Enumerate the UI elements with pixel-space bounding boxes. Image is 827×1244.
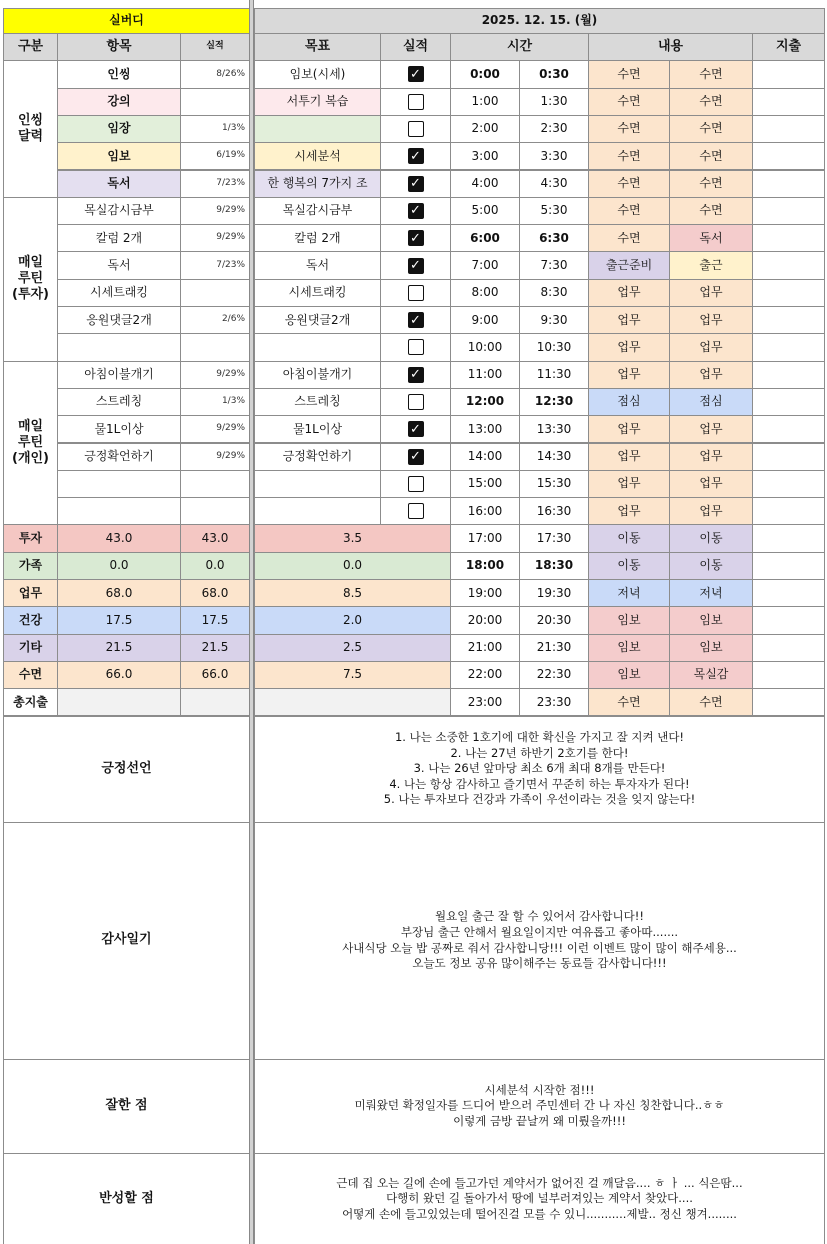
checkbox-cell[interactable] bbox=[380, 197, 451, 225]
activity-second-half: 임보 bbox=[669, 634, 753, 662]
expense-cell[interactable] bbox=[752, 524, 825, 552]
activity-first-half: 저녁 bbox=[588, 579, 670, 607]
activity-first-half: 수면 bbox=[588, 688, 670, 716]
time-start: 12:00 bbox=[450, 388, 520, 416]
activity-second-half: 이동 bbox=[669, 524, 753, 552]
checked-checkbox-icon[interactable]: ✓ bbox=[408, 176, 424, 192]
checkbox-cell[interactable] bbox=[380, 497, 451, 525]
summary-label: 가족 bbox=[3, 552, 58, 580]
expense-cell[interactable] bbox=[752, 88, 825, 116]
time-end: 23:30 bbox=[519, 688, 589, 716]
goal-text: 시세분석 bbox=[254, 142, 381, 170]
activity-first-half: 임보 bbox=[588, 634, 670, 662]
time-end: 3:30 bbox=[519, 142, 589, 170]
checkbox-cell[interactable] bbox=[380, 115, 451, 143]
expense-cell[interactable] bbox=[752, 279, 825, 307]
item-name: 응원댓글2개 bbox=[57, 306, 181, 334]
time-end: 21:30 bbox=[519, 634, 589, 662]
checkbox-cell[interactable] bbox=[380, 361, 451, 389]
unchecked-checkbox-icon[interactable] bbox=[408, 121, 424, 137]
item-name: 스트레칭 bbox=[57, 388, 181, 416]
activity-first-half: 수면 bbox=[588, 60, 670, 88]
activity-first-half: 수면 bbox=[588, 115, 670, 143]
header-goal: 목표 bbox=[254, 33, 381, 61]
goal-text bbox=[254, 497, 381, 525]
goal-text: 칼럼 2개 bbox=[254, 224, 381, 252]
goal-text: 서투기 복습 bbox=[254, 88, 381, 116]
checked-checkbox-icon[interactable]: ✓ bbox=[408, 148, 424, 164]
unchecked-checkbox-icon[interactable] bbox=[408, 339, 424, 355]
summary-value-a: 21.5 bbox=[57, 634, 181, 662]
summary-goal: 0.0 bbox=[254, 552, 451, 580]
section-label: 긍정선언 bbox=[3, 716, 250, 823]
time-start: 18:00 bbox=[450, 552, 520, 580]
section-line: 오늘도 정보 공유 많이해주는 동료들 감사합니다!!! bbox=[412, 956, 667, 971]
time-end: 7:30 bbox=[519, 251, 589, 279]
item-rate bbox=[180, 279, 250, 307]
section-line: 이렇게 금방 끝날꺼 왜 미뤘을까!!! bbox=[453, 1113, 626, 1128]
item-name: 칼럼 2개 bbox=[57, 224, 181, 252]
activity-first-half: 수면 bbox=[588, 224, 670, 252]
activity-first-half: 업무 bbox=[588, 497, 670, 525]
activity-first-half: 수면 bbox=[588, 142, 670, 170]
item-name: 시세트래킹 bbox=[57, 279, 181, 307]
time-start: 7:00 bbox=[450, 251, 520, 279]
activity-second-half: 이동 bbox=[669, 552, 753, 580]
item-rate: 9/29% bbox=[180, 443, 250, 471]
activity-second-half: 목실감 bbox=[669, 661, 753, 689]
section-body bbox=[254, 1153, 825, 1244]
time-start: 13:00 bbox=[450, 415, 520, 443]
group-label: 매일 루틴 (개인) bbox=[3, 361, 58, 526]
app-title: 실버디 bbox=[3, 8, 250, 34]
activity-second-half: 점심 bbox=[669, 388, 753, 416]
activity-second-half: 업무 bbox=[669, 470, 753, 498]
time-end: 13:30 bbox=[519, 415, 589, 443]
time-end: 11:30 bbox=[519, 361, 589, 389]
expense-cell[interactable] bbox=[752, 142, 825, 170]
time-start: 9:00 bbox=[450, 306, 520, 334]
time-end: 1:30 bbox=[519, 88, 589, 116]
checkbox-cell[interactable] bbox=[380, 170, 451, 198]
checkbox-cell[interactable] bbox=[380, 388, 451, 416]
expense-cell[interactable] bbox=[752, 443, 825, 471]
time-end: 6:30 bbox=[519, 224, 589, 252]
checkbox-cell[interactable] bbox=[380, 142, 451, 170]
expense-cell[interactable] bbox=[752, 333, 825, 361]
expense-cell[interactable] bbox=[752, 197, 825, 225]
activity-second-half: 업무 bbox=[669, 443, 753, 471]
activity-first-half: 업무 bbox=[588, 333, 670, 361]
activity-first-half: 업무 bbox=[588, 415, 670, 443]
item-name: 인씽 bbox=[57, 60, 181, 88]
summary-label: 수면 bbox=[3, 661, 58, 689]
time-start: 8:00 bbox=[450, 279, 520, 307]
time-start: 14:00 bbox=[450, 443, 520, 471]
activity-second-half: 수면 bbox=[669, 170, 753, 198]
section-line: 근데 집 오는 길에 손에 들고가던 계약서가 없어진 걸 깨달음.... ㅎ ㅏ ... 식은땀... bbox=[336, 1175, 743, 1190]
section-body bbox=[254, 822, 825, 1060]
header-expense: 지출 bbox=[752, 33, 825, 61]
time-start: 1:00 bbox=[450, 88, 520, 116]
checked-checkbox-icon[interactable]: ✓ bbox=[408, 258, 424, 274]
activity-first-half: 임보 bbox=[588, 661, 670, 689]
goal-text bbox=[254, 333, 381, 361]
checked-checkbox-icon[interactable]: ✓ bbox=[408, 203, 424, 219]
activity-second-half: 수면 bbox=[669, 88, 753, 116]
summary-value-a: 43.0 bbox=[57, 524, 181, 552]
summary-value-b: 68.0 bbox=[180, 579, 250, 607]
expense-cell[interactable] bbox=[752, 361, 825, 389]
item-rate: 8/26% bbox=[180, 60, 250, 88]
section-line: 5. 나는 투자보다 건강과 가족이 우선이라는 것을 잊지 않는다! bbox=[383, 792, 696, 807]
time-start: 16:00 bbox=[450, 497, 520, 525]
summary-goal: 2.0 bbox=[254, 606, 451, 634]
section-line: 미뤄왔던 확정일자를 드디어 받으러 주민센터 간 나 자신 칭찬합니다..ㅎㅎ bbox=[354, 1098, 725, 1113]
item-name: 아침이불개기 bbox=[57, 361, 181, 389]
activity-second-half: 수면 bbox=[669, 115, 753, 143]
checkbox-cell[interactable] bbox=[380, 88, 451, 116]
checkbox-cell[interactable] bbox=[380, 333, 451, 361]
time-end: 0:30 bbox=[519, 60, 589, 88]
total-expense-goal bbox=[254, 688, 451, 716]
item-rate bbox=[180, 497, 250, 525]
checkbox-cell[interactable] bbox=[380, 415, 451, 443]
expense-cell[interactable] bbox=[752, 224, 825, 252]
header-item: 항목 bbox=[57, 33, 181, 61]
item-name: 목실감시금부 bbox=[57, 197, 181, 225]
section-line: 부장님 출근 안해서 월요일이지만 여유롭고 좋아따....... bbox=[400, 924, 679, 939]
expense-cell[interactable] bbox=[752, 552, 825, 580]
checkbox-cell[interactable] bbox=[380, 224, 451, 252]
time-start: 20:00 bbox=[450, 606, 520, 634]
checked-checkbox-icon[interactable]: ✓ bbox=[408, 312, 424, 328]
expense-cell[interactable] bbox=[752, 388, 825, 416]
checkbox-cell[interactable] bbox=[380, 251, 451, 279]
time-start: 22:00 bbox=[450, 661, 520, 689]
goal-text: 아침이불개기 bbox=[254, 361, 381, 389]
unchecked-checkbox-icon[interactable] bbox=[408, 476, 424, 492]
section-line: 4. 나는 항상 감사하고 즐기면서 꾸준히 하는 투자자가 된다! bbox=[389, 776, 690, 791]
summary-goal: 2.5 bbox=[254, 634, 451, 662]
section-line: 2. 나는 27년 하반기 2호기를 한다! bbox=[450, 745, 629, 760]
activity-first-half: 이동 bbox=[588, 524, 670, 552]
time-end: 2:30 bbox=[519, 115, 589, 143]
goal-text: 물1L이상 bbox=[254, 415, 381, 443]
checkbox-cell[interactable] bbox=[380, 279, 451, 307]
total-expense-label: 총지출 bbox=[3, 688, 58, 716]
checkbox-cell[interactable] bbox=[380, 443, 451, 471]
section-line: 사내식당 오늘 밥 공짜로 줘서 감사합니당!!! 이런 이벤트 많이 많이 해주세용... bbox=[342, 940, 737, 955]
checkbox-cell[interactable] bbox=[380, 306, 451, 334]
summary-value-b: 17.5 bbox=[180, 606, 250, 634]
time-start: 10:00 bbox=[450, 333, 520, 361]
goal-text bbox=[254, 115, 381, 143]
expense-cell[interactable] bbox=[752, 470, 825, 498]
item-name bbox=[57, 470, 181, 498]
item-rate: 7/23% bbox=[180, 251, 250, 279]
activity-second-half: 업무 bbox=[669, 333, 753, 361]
time-end: 22:30 bbox=[519, 661, 589, 689]
section-label: 잘한 점 bbox=[3, 1059, 250, 1154]
summary-label: 기타 bbox=[3, 634, 58, 662]
time-start: 5:00 bbox=[450, 197, 520, 225]
time-start: 0:00 bbox=[450, 60, 520, 88]
unchecked-checkbox-icon[interactable] bbox=[408, 94, 424, 110]
checked-checkbox-icon[interactable]: ✓ bbox=[408, 230, 424, 246]
expense-cell[interactable] bbox=[752, 497, 825, 525]
expense-cell[interactable] bbox=[752, 115, 825, 143]
goal-text: 임보(시세) bbox=[254, 60, 381, 88]
section-line: 어떻게 손에 들고있었는데 떨어진걸 모를 수 있니...........제발.. 정신 챙겨........ bbox=[342, 1206, 737, 1221]
summary-value-a: 0.0 bbox=[57, 552, 181, 580]
time-start: 23:00 bbox=[450, 688, 520, 716]
activity-second-half: 업무 bbox=[669, 415, 753, 443]
header-category: 구분 bbox=[3, 33, 58, 61]
header-record: 실적 bbox=[380, 33, 451, 61]
summary-value-b: 43.0 bbox=[180, 524, 250, 552]
activity-second-half: 수면 bbox=[669, 197, 753, 225]
total-expense-b bbox=[180, 688, 250, 716]
item-rate bbox=[180, 88, 250, 116]
unchecked-checkbox-icon[interactable] bbox=[408, 503, 424, 519]
activity-first-half: 업무 bbox=[588, 279, 670, 307]
total-expense-a bbox=[57, 688, 181, 716]
time-start: 6:00 bbox=[450, 224, 520, 252]
summary-label: 건강 bbox=[3, 606, 58, 634]
activity-second-half: 수면 bbox=[669, 60, 753, 88]
summary-value-b: 21.5 bbox=[180, 634, 250, 662]
item-rate: 1/3% bbox=[180, 115, 250, 143]
goal-text: 독서 bbox=[254, 251, 381, 279]
item-rate: 2/6% bbox=[180, 306, 250, 334]
time-end: 20:30 bbox=[519, 606, 589, 634]
section-line: 3. 나는 26년 앞마당 최소 6개 최대 8개를 만든다! bbox=[413, 761, 666, 776]
item-rate bbox=[180, 470, 250, 498]
activity-first-half: 업무 bbox=[588, 361, 670, 389]
activity-second-half: 수면 bbox=[669, 688, 753, 716]
item-rate: 9/29% bbox=[180, 415, 250, 443]
section-body bbox=[254, 716, 825, 823]
checked-checkbox-icon[interactable]: ✓ bbox=[408, 66, 424, 82]
activity-second-half: 업무 bbox=[669, 279, 753, 307]
time-start: 11:00 bbox=[450, 361, 520, 389]
item-name: 독서 bbox=[57, 251, 181, 279]
item-name: 독서 bbox=[57, 170, 181, 198]
time-end: 5:30 bbox=[519, 197, 589, 225]
activity-first-half: 출근준비 bbox=[588, 251, 670, 279]
section-line: 1. 나는 소중한 1호기에 대한 확신을 가지고 잘 지켜 낸다! bbox=[394, 730, 685, 745]
time-start: 3:00 bbox=[450, 142, 520, 170]
pane-divider[interactable] bbox=[249, 0, 254, 1244]
goal-text: 목실감시금부 bbox=[254, 197, 381, 225]
goal-text: 긍정확언하기 bbox=[254, 443, 381, 471]
item-name: 임보 bbox=[57, 142, 181, 170]
activity-first-half: 수면 bbox=[588, 197, 670, 225]
activity-second-half: 업무 bbox=[669, 497, 753, 525]
item-rate: 9/29% bbox=[180, 224, 250, 252]
expense-cell[interactable] bbox=[752, 606, 825, 634]
item-name bbox=[57, 333, 181, 361]
item-name: 긍정확언하기 bbox=[57, 443, 181, 471]
activity-first-half: 업무 bbox=[588, 470, 670, 498]
goal-text: 스트레칭 bbox=[254, 388, 381, 416]
section-line: 월요일 출근 잘 할 수 있어서 감사합니다!! bbox=[435, 909, 644, 924]
checkbox-cell[interactable] bbox=[380, 60, 451, 88]
summary-value-a: 68.0 bbox=[57, 579, 181, 607]
time-end: 16:30 bbox=[519, 497, 589, 525]
item-name: 강의 bbox=[57, 88, 181, 116]
item-rate: 9/29% bbox=[180, 361, 250, 389]
activity-second-half: 출근 bbox=[669, 251, 753, 279]
summary-value-a: 66.0 bbox=[57, 661, 181, 689]
item-rate: 1/3% bbox=[180, 388, 250, 416]
time-end: 12:30 bbox=[519, 388, 589, 416]
activity-first-half: 업무 bbox=[588, 306, 670, 334]
time-start: 4:00 bbox=[450, 170, 520, 198]
goal-text: 한 행복의 7가지 조 bbox=[254, 170, 381, 198]
header-time: 시간 bbox=[450, 33, 589, 61]
goal-text bbox=[254, 470, 381, 498]
section-line: 다행히 왔던 길 돌아가서 땅에 널부러져있는 계약서 찾았다.... bbox=[386, 1191, 693, 1206]
time-end: 14:30 bbox=[519, 443, 589, 471]
time-start: 21:00 bbox=[450, 634, 520, 662]
section-line: 시세분석 시작한 점!!! bbox=[484, 1082, 595, 1097]
item-rate: 6/19% bbox=[180, 142, 250, 170]
item-name bbox=[57, 497, 181, 525]
section-label: 감사일기 bbox=[3, 822, 250, 1060]
group-label: 인씽 달력 bbox=[3, 60, 58, 198]
activity-first-half: 임보 bbox=[588, 606, 670, 634]
time-end: 4:30 bbox=[519, 170, 589, 198]
section-body bbox=[254, 1059, 825, 1154]
expense-cell[interactable] bbox=[752, 306, 825, 334]
goal-text: 응원댓글2개 bbox=[254, 306, 381, 334]
goal-text: 시세트래킹 bbox=[254, 279, 381, 307]
checked-checkbox-icon[interactable]: ✓ bbox=[408, 449, 424, 465]
date-header: 2025. 12. 15. (월) bbox=[254, 8, 825, 34]
time-start: 19:00 bbox=[450, 579, 520, 607]
summary-goal: 7.5 bbox=[254, 661, 451, 689]
expense-cell[interactable] bbox=[752, 60, 825, 88]
summary-goal: 3.5 bbox=[254, 524, 451, 552]
checkbox-cell[interactable] bbox=[380, 470, 451, 498]
summary-value-b: 0.0 bbox=[180, 552, 250, 580]
header-content: 내용 bbox=[588, 33, 753, 61]
activity-second-half: 업무 bbox=[669, 361, 753, 389]
unchecked-checkbox-icon[interactable] bbox=[408, 285, 424, 301]
time-start: 17:00 bbox=[450, 524, 520, 552]
time-end: 10:30 bbox=[519, 333, 589, 361]
time-end: 19:30 bbox=[519, 579, 589, 607]
item-name: 임장 bbox=[57, 115, 181, 143]
summary-goal: 8.5 bbox=[254, 579, 451, 607]
expense-cell[interactable] bbox=[752, 251, 825, 279]
item-rate: 9/29% bbox=[180, 197, 250, 225]
time-end: 17:30 bbox=[519, 524, 589, 552]
expense-cell[interactable] bbox=[752, 661, 825, 689]
time-start: 15:00 bbox=[450, 470, 520, 498]
activity-first-half: 수면 bbox=[588, 88, 670, 116]
expense-cell[interactable] bbox=[752, 579, 825, 607]
checked-checkbox-icon[interactable]: ✓ bbox=[408, 421, 424, 437]
activity-first-half: 점심 bbox=[588, 388, 670, 416]
header-record-small: 실적 bbox=[180, 33, 250, 61]
time-end: 18:30 bbox=[519, 552, 589, 580]
activity-second-half: 업무 bbox=[669, 306, 753, 334]
time-end: 8:30 bbox=[519, 279, 589, 307]
item-rate bbox=[180, 333, 250, 361]
summary-label: 투자 bbox=[3, 524, 58, 552]
activity-first-half: 수면 bbox=[588, 170, 670, 198]
expense-cell[interactable] bbox=[752, 170, 825, 198]
activity-second-half: 수면 bbox=[669, 142, 753, 170]
activity-second-half: 임보 bbox=[669, 606, 753, 634]
summary-value-b: 66.0 bbox=[180, 661, 250, 689]
time-start: 2:00 bbox=[450, 115, 520, 143]
activity-first-half: 이동 bbox=[588, 552, 670, 580]
item-rate: 7/23% bbox=[180, 170, 250, 198]
time-end: 15:30 bbox=[519, 470, 589, 498]
time-end: 9:30 bbox=[519, 306, 589, 334]
section-label: 반성할 점 bbox=[3, 1153, 250, 1244]
expense-cell[interactable] bbox=[752, 415, 825, 443]
item-name: 물1L이상 bbox=[57, 415, 181, 443]
summary-value-a: 17.5 bbox=[57, 606, 181, 634]
activity-second-half: 독서 bbox=[669, 224, 753, 252]
unchecked-checkbox-icon[interactable] bbox=[408, 394, 424, 410]
checked-checkbox-icon[interactable]: ✓ bbox=[408, 367, 424, 383]
summary-label: 업무 bbox=[3, 579, 58, 607]
expense-cell[interactable] bbox=[752, 634, 825, 662]
group-label: 매일 루틴 (투자) bbox=[3, 197, 58, 362]
activity-first-half: 업무 bbox=[588, 443, 670, 471]
activity-second-half: 저녁 bbox=[669, 579, 753, 607]
expense-cell[interactable] bbox=[752, 688, 825, 716]
